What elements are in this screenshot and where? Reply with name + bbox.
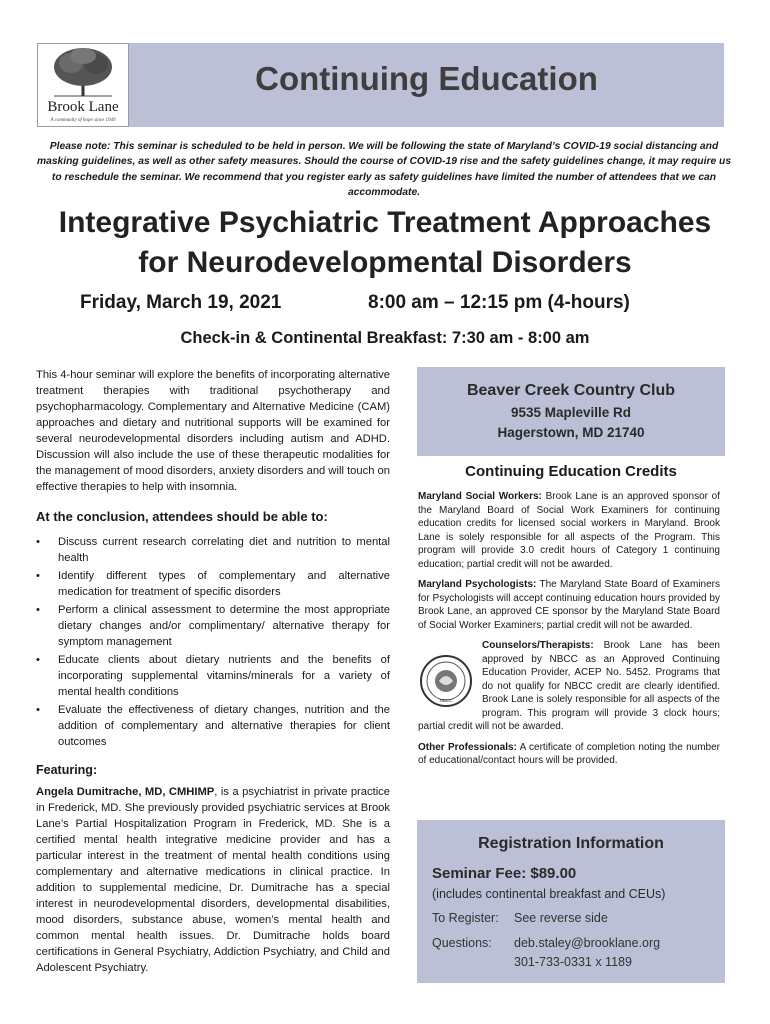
svg-text:NBCC: NBCC — [439, 698, 453, 703]
contact-email[interactable]: deb.staley@brooklane.org — [514, 936, 661, 950]
contact-phone[interactable]: 301-733-0331 x 1189 — [514, 955, 632, 969]
list-item: • Educate clients about dietary nutrients and the benefits of incorporating supplemental vitamins/minerals for a variety of mental health conditions — [36, 652, 390, 700]
questions-label: Questions: — [432, 936, 492, 950]
credits-text: The Maryland State Board of Examiners for Psychologists will accept continuing education hours provided by Brook Lane, an approved CE sponsor by the Maryland State Board of Social Worker Examiners; partial credit will not be awarded. — [418, 579, 720, 631]
seminar-title-line-2: for Neurodevelopmental Disorders — [138, 246, 632, 279]
credits-label: Other Professionals: — [418, 741, 517, 753]
location-box — [417, 367, 725, 456]
credits-heading: Continuing Education Credits — [465, 463, 677, 480]
seminar-title — [20, 203, 750, 283]
list-item: • Evaluate the effectiveness of dietary changes, nutrition and the addition of complementary and alternative therapies for client outcomes — [36, 702, 390, 750]
credits-social-workers — [418, 490, 720, 571]
event-time: 8:00 am – 12:15 pm (4-hours) — [368, 292, 630, 313]
credits-psychologists — [418, 578, 720, 632]
venue-name: Beaver Creek Country Club — [466, 382, 676, 399]
venue-city: Hagerstown, MD 21740 — [497, 425, 645, 440]
seminar-fee: Seminar Fee: $89.00 — [432, 865, 577, 882]
credits-label: Counselors/Therapists: — [482, 640, 594, 651]
speaker-name: Angela Dumitrache, MD, CMHIMP — [36, 786, 215, 798]
svg-text:Brook Lane: Brook Lane — [47, 99, 119, 115]
venue-street: 9535 Mapleville Rd — [510, 405, 632, 420]
seminar-title-line-1: Integrative Psychiatric Treatment Approaches — [58, 206, 712, 239]
credits-label: Maryland Psychologists: — [418, 579, 537, 590]
nbcc-seal-icon — [418, 651, 474, 711]
seminar-description: This 4-hour seminar will explore the benefits of incorporating alternative treatment therapies with traditional psychotherapy and psychopharmacology. Complementary and Alternative Medicine (CAM) approaches and dietary and nutritional supports will be examined for several neurodevelopmental disorders including autism and ADHD. Discussion will also include the use of these therapeutic modalities for the management of mood disorders, anxiety disorders and will touch on effective therapies to help with insomnia. — [36, 369, 390, 493]
fee-note: (includes continental breakfast and CEUs) — [432, 887, 666, 901]
credits-text: Brook Lane is an approved sponsor of the Maryland Board of Social Work Examiners for continuing education credits for licensed social workers in Maryland. Brook Lane is solely responsible for all aspects of the Program. This program will provide 3.0 credit hours of Category 1 continuing education; partial credit will not be awarded. — [418, 491, 720, 570]
objectives-heading: At the conclusion, attendees should be able to: — [36, 509, 328, 524]
credits-text: A certificate of completion noting the number of educational/contact hours will be provided. — [418, 741, 721, 766]
left-column — [36, 367, 390, 976]
credits-other — [418, 741, 720, 768]
registration-box — [417, 820, 725, 983]
credits-section — [418, 490, 720, 775]
page-title: Continuing Education — [255, 60, 598, 97]
credits-text: Brook Lane has been approved by NBCC as an Approved Continuing Education Provider, ACEP No. 5452. Programs that do not qualify for NBCC credit are clearly identified. Brook Lane is solely responsible for all aspects of the program. This program will provide 3 clock hours; partial credit will not be awarded. — [418, 640, 720, 732]
register-label: To Register: — [432, 911, 499, 925]
credits-label: Maryland Social Workers: — [418, 491, 542, 502]
brook-lane-logo — [37, 43, 129, 127]
event-date: Friday, March 19, 2021 — [80, 292, 282, 313]
objectives-list — [36, 534, 390, 750]
svg-text:A community of hope since 1949: A community of hope since 1949 — [50, 118, 116, 123]
covid-notice: Please note: This seminar is scheduled to be held in person. We will be following the state of Maryland’s COVID-19 social distancing and masking guidelines, as well as other safety measures. Should the course of COVID-19 rise and the safety guidelines change, it may require us to reschedule the seminar. We recommend that you register early as safety guidelines have limited the number of attendees that we can accommodate. — [36, 141, 732, 198]
tree-icon — [38, 44, 128, 126]
checkin-info: Check-in & Continental Breakfast: 7:30 am - 8:00 am — [180, 329, 590, 347]
list-item: • Discuss current research correlating diet and nutrition to mental health — [36, 534, 390, 566]
featuring-heading: Featuring: — [36, 763, 98, 777]
list-item: • Perform a clinical assessment to determine the most appropriate dietary changes and/or complimentary/ alternative therapy for symptom management — [36, 602, 390, 650]
speaker-bio-text: , is a psychiatrist in private practice in Frederick, MD. She previously provided psychiatric services at Brook Lane’s Partial Hospitalization Program in Frederick, MD. She is a certified mental health integrative medicine provider and has a particular interest in the treatment of mental health conditions using complementary and alternative medications in clinical practice. In addition to supplemental medicine, Dr. Dumitrache has a special interest in neurodevelopmental disorders, developmental disabilities, mood disorders, substance abuse, women’s mental health and common mental health issues. Dr. Dumitrache holds board certifications in General Psychiatry, Addiction Psychiatry, and Child and Adolescent Psychiatry. — [36, 786, 390, 974]
credits-counselors — [418, 639, 720, 734]
list-item: • Identify different types of complementary and alternative medication for treatment of specific disorders — [36, 568, 390, 600]
speaker-bio — [36, 784, 390, 976]
register-value: See reverse side — [514, 911, 608, 925]
registration-heading: Registration Information — [478, 835, 664, 852]
